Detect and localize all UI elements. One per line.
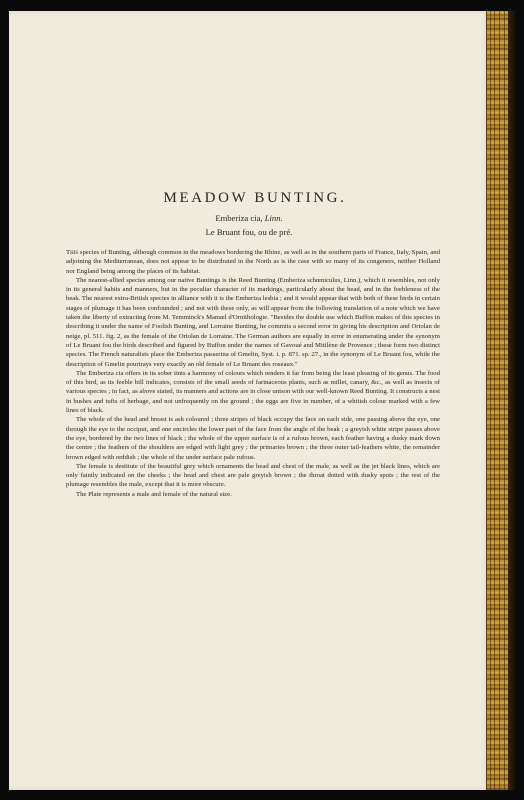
paragraph-text: The female is destitute of the beautiful grey which ornaments the head and chest of the male, as well as the jet black lines, which are only faintly indicated on the cheeks ; the head and chest are pale greyish brown ; the throat dotted with dusky spots ; the rest of the plumage resembles the male, except that it is more obscure. [66, 462, 440, 489]
paragraph [66, 276, 440, 369]
body-text [66, 248, 440, 499]
paragraph [66, 462, 440, 490]
french-name: Le Bruant fou, ou de pré. [205, 227, 293, 237]
paragraph-text: The nearest-allied species among our native Buntings is the Reed Bunting (Emberiza schœniculus, Linn.), which it resembles, not only in its general habits and manners, but in the peculiar character of its markings, particularly about the head, and in the feebleness of the beak. The nearest extra-British species in alliance with it is the Emberiza lesbia ; and it would appear that with both of these birds in certain stages of plumage it has been confounded ; and not with these only, as will appear from the following translation of a note which we have taken the liberty of extracting from M. Temminck's Manuel d'Ornithologie. "Besides the double use which Buffon makes of this species in describing it under the name of Foolish Bunting, and Lorraine Bunting, he commits a second error in giving his description and Ortolan de neige, pl. 511. fig. 2, as the female of the Ortolan de Lorraine. The German authors are equally in error in enumerating under the synonym of Le Bruant fou the birds described and figured by Buffon under the names of Gavoué and Mitilène de Provence ; these form two distinct species. The French naturalists place the Emberiza passerina of Gmelin, Syst. i. p. 871. sp. 27., in the synonym of Le Bruant fou, while the description of Gmelin pourtrays very exactly an old female of Le Bruant des roseaux." [66, 276, 440, 368]
latin-binomial: Emberiza cia, [215, 213, 263, 223]
latin-name [9, 213, 489, 223]
paragraph [66, 490, 440, 499]
paragraph-text: The Plate represents a male and female of the natural size. [76, 490, 232, 498]
gilt-page-edge [486, 11, 509, 790]
paragraph-lead: This [66, 249, 79, 256]
paragraph [66, 369, 440, 415]
paragraph-text: The Emberiza cia offers in its sober tints a harmony of colours which renders it far from being the least pleasing of its genus. The food of this bird, as its feeble bill indicates, consists of the small seeds of farinaceous plants, such as millet, canary, &c., as well as insects of various species ; in fact, as above stated, its manners and actions are in close unison with our well-known Reed Bunting. It constructs a nest in bushes and tufts of herbage, and not unfrequently on the ground ; the eggs are five in number, of a whitish colour marked with a few lines of black. [66, 369, 440, 415]
paragraph [66, 415, 440, 461]
book-spine-shadow [508, 11, 516, 790]
paragraph-text: species of Bunting, although common in the meadows bordering the Rhine, as well as in the southern parts of France, Italy, Spain, and adjoining the Mediterranean, does not appear to be distributed in the North as is the case with so many of its congeners, neither Holland nor England being among the places of its habitat. [66, 249, 440, 275]
latin-author: Linn. [264, 213, 283, 223]
paragraph-text: The whole of the head and breast is ash coloured ; three stripes of black occupy the face on each side, one passing above the eye, one through the eye to the occiput, and one encircles the lower part of the face from the angle of the beak ; a greyish white stripe passes above the eye, bordered by the two lines of black ; the whole of the upper surface is of a rufous brown, each feather having a dusky mark down the centre ; the feathers of the shoulders are edged with light grey ; the primaries brown ; the three outer tail-feathers white, the remainder brown edged with reddish ; the whole of the under surface pale rufous. [66, 416, 440, 461]
page-title: MEADOW BUNTING. [163, 190, 347, 206]
paragraph [66, 248, 440, 276]
